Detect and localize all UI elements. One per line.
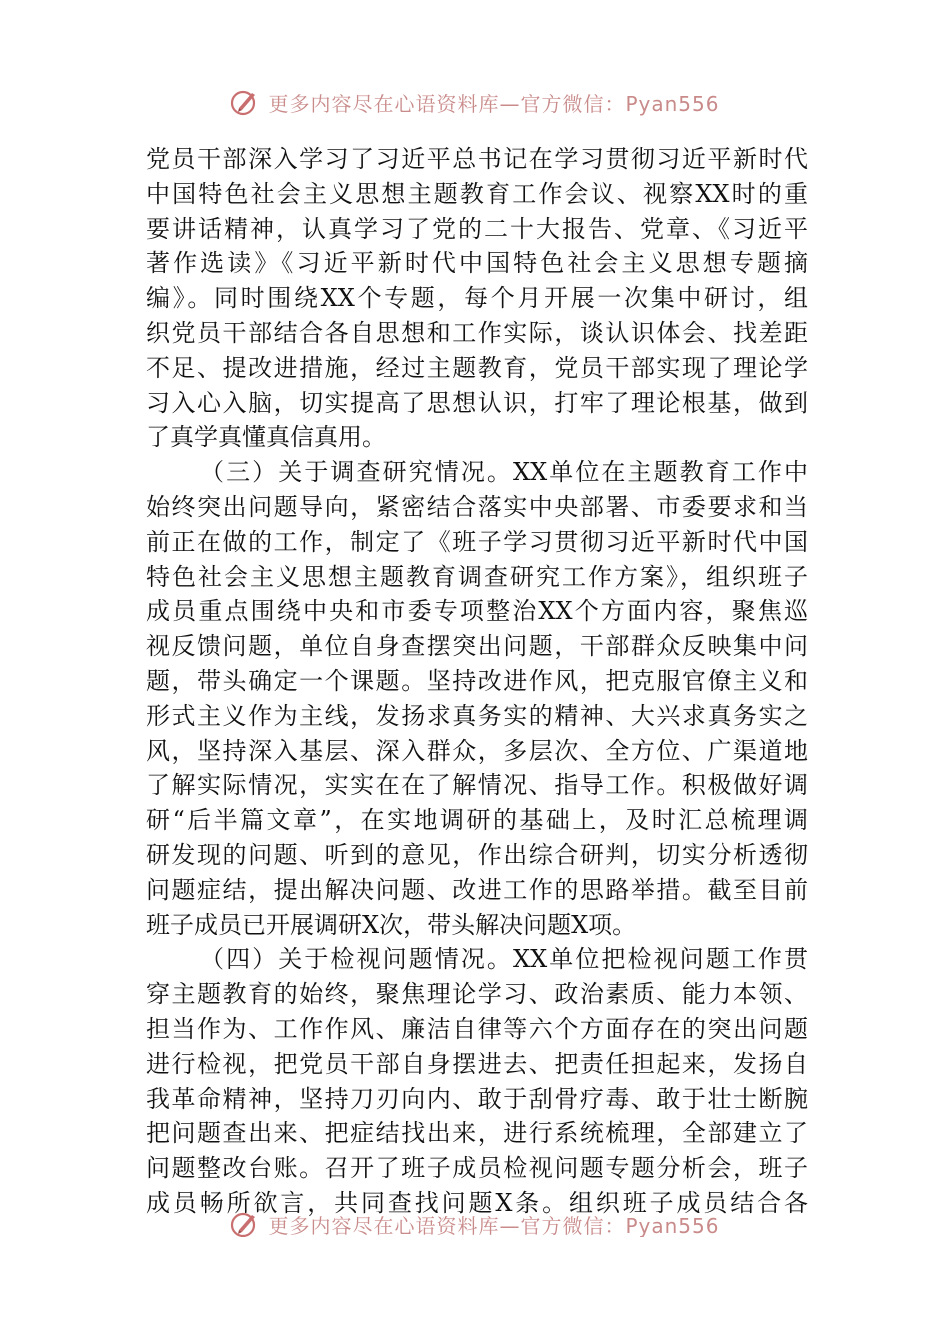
footer-watermark-text: 更多内容尽在心语资料库—官方微信：Pyan556 — [268, 1213, 720, 1237]
text-line: 风，坚持深入基层、深入群众，多层次、全方位、广渠道地 — [146, 736, 808, 765]
text-line: 研发现的问题、听到的意见，作出综合研判，切实分析透彻 — [146, 840, 808, 869]
text-line: 织党员干部结合各自思想和工作实际，谈认识体会、找差距 — [146, 318, 808, 347]
text-line: 担当作为、工作作风、廉洁自律等六个方面存在的突出问题 — [146, 1014, 808, 1043]
text-line: 形式主义作为主线，发扬求真务实的精神、大兴求真务实之 — [146, 701, 808, 730]
text-line: 成员重点围绕中央和市委专项整治XX个方面内容，聚焦巡 — [146, 597, 808, 626]
text-line: （三）关于调查研究情况。XX单位在主题教育工作中 — [200, 458, 808, 487]
text-line: 著作选读》《习近平新时代中国特色社会主义思想专题摘 — [146, 249, 808, 278]
document-body — [146, 142, 808, 1221]
text-line: 要讲话精神，认真学习了党的二十大报告、党章、《习近平 — [146, 214, 808, 243]
text-line: 党员干部深入学习了习近平总书记在学习贯彻习近平新时代 — [146, 145, 808, 173]
text-line: （四）关于检视问题情况。XX单位把检视问题工作贯 — [200, 945, 808, 974]
text-line: 中国特色社会主义思想主题教育工作会议、视察XX时的重 — [146, 179, 808, 208]
paragraph — [146, 142, 808, 455]
text-line: 题，带头确定一个课题。坚持改进作风，把克服官僚主义和 — [146, 666, 808, 695]
text-line: 问题症结，提出解决问题、改进工作的思路举措。截至目前 — [146, 875, 808, 904]
text-line: 编》。同时围绕XX个专题，每个月开展一次集中研讨，组 — [146, 284, 808, 313]
text-line: 进行检视，把党员干部自身摆进去、把责任担起来，发扬自 — [146, 1049, 808, 1078]
text-line: 成员畅所欲言，共同查找问题X条。组织班子成员结合各 — [146, 1188, 808, 1217]
text-line: 研“后半篇文章”，在实地调研的基础上，及时汇总梳理调 — [146, 806, 808, 835]
text-line: 问题整改台账。召开了班子成员检视问题专题分析会，班子 — [146, 1154, 808, 1183]
text-line: 了解实际情况，实实在在了解情况、指导工作。积极做好调 — [146, 771, 808, 800]
text-line: 穿主题教育的始终，聚焦理论学习、政治素质、能力本领、 — [146, 980, 808, 1009]
pen-logo-icon — [230, 87, 260, 117]
text-line: 了真学真懂真信真用。 — [146, 423, 386, 452]
text-line: 不足、提改进措施，经过主题教育，党员干部实现了理论学 — [146, 353, 808, 382]
text-line: 习入心入脑，切实提高了思想认识，打牢了理论根基，做到 — [146, 388, 808, 417]
paragraph — [146, 942, 808, 1220]
footer-watermark — [0, 1203, 950, 1237]
paragraph — [146, 455, 808, 942]
header-watermark-text: 更多内容尽在心语资料库—官方微信：Pyan556 — [268, 91, 720, 116]
text-line: 始终突出问题导向，紧密结合落实中央部署、市委要求和当 — [146, 492, 808, 521]
text-line: 视反馈问题，单位自身查摆突出问题，干部群众反映集中问 — [146, 632, 808, 661]
header-watermark — [0, 82, 950, 122]
text-line: 把问题查出来、把症结找出来，进行系统梳理，全部建立了 — [146, 1119, 808, 1148]
pen-logo-icon — [230, 1209, 260, 1237]
text-line: 班子成员已开展调研X次，带头解决问题X项。 — [146, 910, 637, 939]
text-line: 我革命精神，坚持刀刃向内、敢于刮骨疗毒、敢于壮士断腕 — [146, 1084, 808, 1113]
text-line: 前正在做的工作，制定了《班子学习贯彻习近平新时代中国 — [146, 527, 808, 556]
text-line: 特色社会主义思想主题教育调查研究工作方案》，组织班子 — [146, 562, 808, 591]
